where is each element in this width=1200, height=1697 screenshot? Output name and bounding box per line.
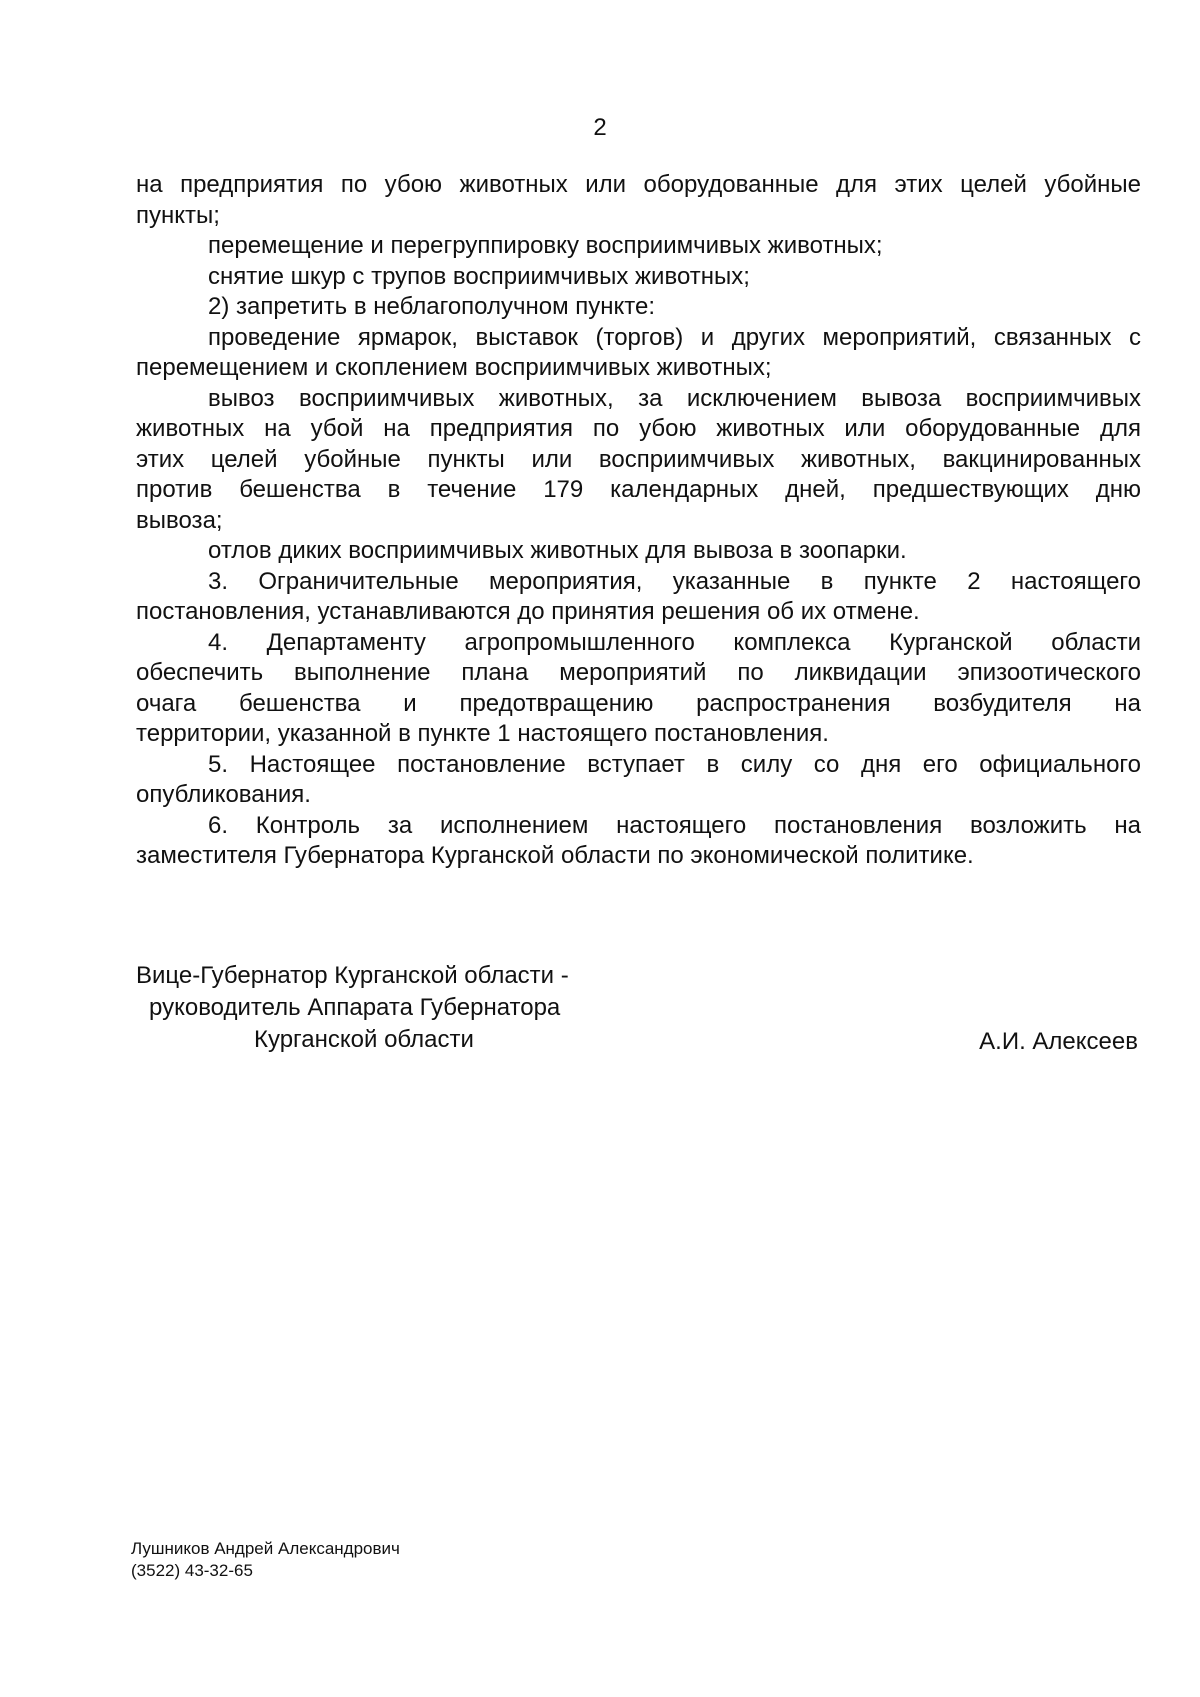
page-number: 2 [593, 114, 607, 141]
text-line: этих целей убойные пункты или восприимчивых животных, вакцинированных [136, 445, 1141, 473]
executor-name: Лушников Андрей Александрович [131, 1539, 400, 1558]
text-line: вывоза; [136, 506, 223, 534]
text-line: 2) запретить в неблагополучном пункте: [208, 293, 656, 320]
signatory-name: А.И. Алексеев [979, 1028, 1138, 1055]
text-line: 4. Департаменту агропромышленного комплекса Курганской области [208, 628, 1141, 656]
text-line: пункты; [136, 201, 220, 229]
signatory-title-line: Вице-Губернатор Курганской области - [136, 962, 569, 989]
text-line: 5. Настоящее постановление вступает в силу со дня его официального [208, 750, 1141, 778]
text-line: против бешенства в течение 179 календарных дней, предшествующих дню [136, 476, 1141, 503]
executor-info [131, 1538, 400, 1582]
executor-phone: (3522) 43-32-65 [131, 1561, 253, 1580]
text-line: перемещением и скоплением восприимчивых животных; [136, 354, 772, 381]
text-line: снятие шкур с трупов восприимчивых животных; [208, 262, 750, 290]
text-line: опубликования. [136, 781, 311, 808]
text-line: 6. Контроль за исполнением настоящего постановления возложить на [208, 811, 1141, 839]
text-line: обеспечить выполнение плана мероприятий по ликвидации эпизоотического [136, 659, 1141, 686]
text-line: проведение ярмарок, выставок (торгов) и других мероприятий, связанных с [208, 323, 1141, 351]
signatory-title-line: руководитель Аппарата Губернатора [149, 994, 561, 1021]
text-line: вывоз восприимчивых животных, за исключением вывоза восприимчивых [208, 384, 1141, 412]
document-body [136, 170, 1141, 872]
text-line: животных на убой на предприятия по убою животных или оборудованные для [136, 415, 1141, 442]
signatory-title [136, 960, 636, 1056]
text-line: постановления, устанавливаются до принятия решения об их отмене. [136, 598, 920, 625]
text-line: очага бешенства и предотвращению распространения возбудителя на [136, 689, 1141, 717]
text-line: заместителя Губернатора Курганской области по экономической политике. [136, 842, 974, 869]
text-line: перемещение и перегруппировку восприимчивых животных; [208, 232, 883, 259]
text-line: 3. Ограничительные мероприятия, указанные в пункте 2 настоящего [208, 567, 1141, 595]
text-line: на предприятия по убою животных или оборудованные для этих целей убойные [136, 171, 1141, 198]
signatory-title-line: Курганской области [254, 1026, 474, 1053]
text-line: отлов диких восприимчивых животных для вывоза в зоопарки. [208, 537, 907, 564]
text-line: территории, указанной в пункте 1 настоящего постановления. [136, 720, 829, 747]
